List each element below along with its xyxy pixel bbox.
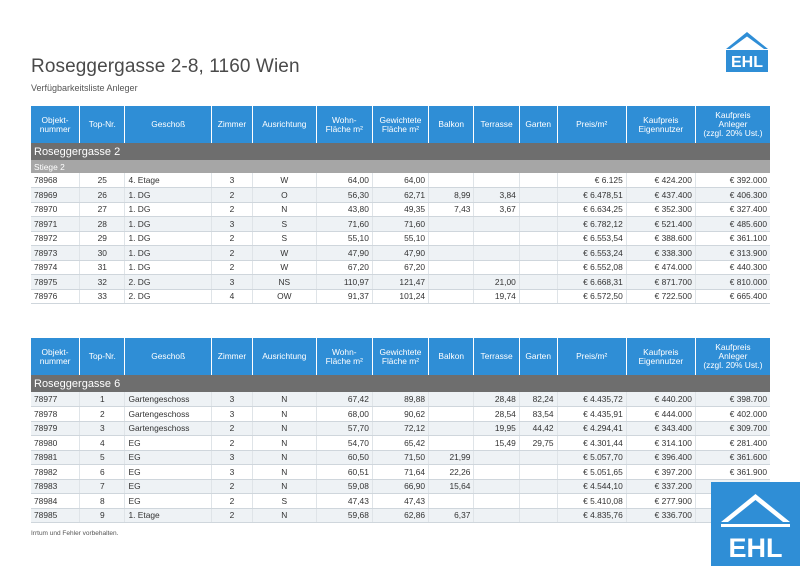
cell-ausrichtung: W (252, 173, 316, 188)
cell-top: 4 (80, 436, 125, 451)
cell-zimmer: 2 (211, 246, 252, 261)
cell-terrasse: 21,00 (474, 275, 519, 290)
cell-wohnflaeche: 110,97 (316, 275, 372, 290)
cell-geschoss: 1. DG (125, 246, 211, 261)
cell-balkon (429, 421, 474, 436)
footnote: Irrtum und Fehler vorbehalten. (31, 530, 119, 537)
cell-wohnflaeche: 55,10 (316, 231, 372, 246)
cell-preis: € 6.552,08 (557, 260, 626, 275)
cell-terrasse: 28,54 (474, 407, 519, 422)
table-row (31, 494, 770, 509)
cell-gewichtete: 47,43 (372, 494, 428, 509)
cell-balkon: 7,43 (429, 202, 474, 217)
cell-preis: € 6.634,25 (557, 202, 626, 217)
cell-wohnflaeche: 64,00 (316, 173, 372, 188)
cell-balkon: 15,64 (429, 479, 474, 494)
table-row (31, 450, 770, 465)
cell-preis: € 6.553,24 (557, 246, 626, 261)
table-row (31, 421, 770, 436)
cell-top: 3 (80, 421, 125, 436)
col-gewichtete: Gewichtete Fläche m² (372, 106, 428, 143)
col-zimmer: Zimmer (211, 338, 252, 375)
cell-kaufpreis-anleger: € 361.600 (695, 450, 770, 465)
cell-gewichtete: 72,12 (372, 421, 428, 436)
cell-ausrichtung: N (252, 508, 316, 523)
cell-objekt: 78980 (31, 436, 80, 451)
cell-zimmer: 3 (211, 392, 252, 407)
cell-top: 5 (80, 450, 125, 465)
cell-ausrichtung: N (252, 202, 316, 217)
col-zimmer: Zimmer (211, 106, 252, 143)
cell-garten: 83,54 (519, 407, 557, 422)
cell-geschoss: 4. Etage (125, 173, 211, 188)
cell-kaufpreis-eigennutzer: € 474.000 (626, 260, 695, 275)
cell-gewichtete: 62,71 (372, 188, 428, 203)
cell-kaufpreis-eigennutzer: € 343.400 (626, 421, 695, 436)
cell-gewichtete: 49,35 (372, 202, 428, 217)
table-row (31, 188, 770, 203)
cell-geschoss: 2. DG (125, 275, 211, 290)
cell-kaufpreis-eigennutzer: € 352.300 (626, 202, 695, 217)
cell-terrasse (474, 217, 519, 232)
cell-objekt: 78971 (31, 217, 80, 232)
col-geschoss: Geschoß (125, 338, 211, 375)
cell-top: 31 (80, 260, 125, 275)
col-ausrichtung: Ausrichtung (252, 106, 316, 143)
cell-ausrichtung: N (252, 392, 316, 407)
cell-preis: € 4.301,44 (557, 436, 626, 451)
cell-balkon (429, 260, 474, 275)
cell-terrasse: 19,95 (474, 421, 519, 436)
cell-zimmer: 3 (211, 217, 252, 232)
table-row (31, 217, 770, 232)
cell-terrasse (474, 479, 519, 494)
cell-balkon (429, 392, 474, 407)
table-row (31, 260, 770, 275)
table-header-row (31, 338, 770, 375)
cell-top: 9 (80, 508, 125, 523)
cell-zimmer: 3 (211, 450, 252, 465)
cell-balkon (429, 436, 474, 451)
cell-garten (519, 173, 557, 188)
cell-objekt: 78978 (31, 407, 80, 422)
cell-gewichtete: 71,50 (372, 450, 428, 465)
cell-balkon (429, 407, 474, 422)
cell-gewichtete: 47,90 (372, 246, 428, 261)
col-wohnflaeche: Wohn- Fläche m² (316, 106, 372, 143)
cell-kaufpreis-anleger: € 281.400 (695, 436, 770, 451)
cell-geschoss: EG (125, 465, 211, 480)
cell-garten (519, 260, 557, 275)
cell-ausrichtung: N (252, 407, 316, 422)
cell-wohnflaeche: 71,60 (316, 217, 372, 232)
cell-gewichtete: 55,10 (372, 231, 428, 246)
cell-geschoss: 1. Etage (125, 508, 211, 523)
col-objekt: Objekt- nummer (31, 338, 80, 375)
table-row (31, 231, 770, 246)
cell-terrasse: 3,67 (474, 202, 519, 217)
cell-terrasse (474, 465, 519, 480)
cell-gewichtete: 89,88 (372, 392, 428, 407)
cell-ausrichtung: O (252, 188, 316, 203)
cell-balkon (429, 289, 474, 304)
cell-balkon (429, 494, 474, 509)
cell-geschoss: EG (125, 479, 211, 494)
cell-zimmer: 2 (211, 260, 252, 275)
cell-objekt: 78968 (31, 173, 80, 188)
col-top: Top-Nr. (80, 338, 125, 375)
cell-terrasse (474, 450, 519, 465)
cell-objekt: 78970 (31, 202, 80, 217)
page-title: Roseggergasse 2-8, 1160 Wien (31, 56, 300, 77)
col-garten: Garten (519, 106, 557, 143)
cell-geschoss: 1. DG (125, 217, 211, 232)
table-row (31, 246, 770, 261)
cell-objekt: 78977 (31, 392, 80, 407)
table-row (31, 479, 770, 494)
cell-balkon (429, 246, 474, 261)
cell-objekt: 78974 (31, 260, 80, 275)
cell-gewichtete: 71,60 (372, 217, 428, 232)
stiege-row: Stiege 2 (31, 160, 770, 173)
cell-garten (519, 289, 557, 304)
col-kaufpreis-eigennutzer: Kaufpreis Eigennutzer (626, 106, 695, 143)
cell-objekt: 78982 (31, 465, 80, 480)
cell-objekt: 78975 (31, 275, 80, 290)
cell-kaufpreis-eigennutzer: € 337.200 (626, 479, 695, 494)
cell-terrasse: 19,74 (474, 289, 519, 304)
table-row (31, 508, 770, 523)
cell-wohnflaeche: 47,90 (316, 246, 372, 261)
cell-ausrichtung: W (252, 260, 316, 275)
cell-zimmer: 2 (211, 202, 252, 217)
cell-ausrichtung: S (252, 217, 316, 232)
col-ausrichtung: Ausrichtung (252, 338, 316, 375)
cell-preis: € 5.051,65 (557, 465, 626, 480)
cell-top: 8 (80, 494, 125, 509)
cell-geschoss: Gartengeschoss (125, 392, 211, 407)
cell-objekt: 78983 (31, 479, 80, 494)
cell-zimmer: 2 (211, 508, 252, 523)
cell-top: 25 (80, 173, 125, 188)
cell-ausrichtung: N (252, 436, 316, 451)
cell-gewichtete: 62,86 (372, 508, 428, 523)
cell-kaufpreis-eigennutzer: € 440.200 (626, 392, 695, 407)
cell-kaufpreis-eigennutzer: € 338.300 (626, 246, 695, 261)
col-top: Top-Nr. (80, 106, 125, 143)
cell-geschoss: 1. DG (125, 188, 211, 203)
cell-ausrichtung: S (252, 494, 316, 509)
cell-gewichtete: 64,00 (372, 173, 428, 188)
cell-objekt: 78985 (31, 508, 80, 523)
cell-wohnflaeche: 68,00 (316, 407, 372, 422)
cell-zimmer: 2 (211, 231, 252, 246)
cell-zimmer: 3 (211, 407, 252, 422)
cell-garten (519, 246, 557, 261)
col-garten: Garten (519, 338, 557, 375)
cell-preis: € 6.572,50 (557, 289, 626, 304)
cell-top: 1 (80, 392, 125, 407)
col-terrasse: Terrasse (474, 338, 519, 375)
logo-text: EHL (728, 533, 783, 563)
cell-top: 27 (80, 202, 125, 217)
cell-ausrichtung: OW (252, 289, 316, 304)
cell-top: 26 (80, 188, 125, 203)
table-header-row (31, 106, 770, 143)
col-wohnflaeche: Wohn- Fläche m² (316, 338, 372, 375)
cell-garten (519, 188, 557, 203)
cell-kaufpreis-eigennutzer: € 277.900 (626, 494, 695, 509)
cell-preis: € 5.410,08 (557, 494, 626, 509)
cell-terrasse (474, 231, 519, 246)
cell-kaufpreis-eigennutzer: € 314.100 (626, 436, 695, 451)
cell-terrasse: 15,49 (474, 436, 519, 451)
cell-zimmer: 2 (211, 479, 252, 494)
cell-ausrichtung: N (252, 465, 316, 480)
cell-preis: € 6.553,54 (557, 231, 626, 246)
cell-gewichtete: 65,42 (372, 436, 428, 451)
cell-zimmer: 4 (211, 289, 252, 304)
cell-top: 33 (80, 289, 125, 304)
table-row (31, 275, 770, 290)
project-row: Roseggergasse 2 (31, 143, 770, 160)
col-kaufpreis-anleger: Kaufpreis Anleger (zzgl. 20% Ust.) (695, 106, 770, 143)
col-gewichtete: Gewichtete Fläche m² (372, 338, 428, 375)
table-row (31, 173, 770, 188)
table-row (31, 202, 770, 217)
cell-wohnflaeche: 47,43 (316, 494, 372, 509)
cell-top: 29 (80, 231, 125, 246)
cell-objekt: 78973 (31, 246, 80, 261)
cell-preis: € 4.435,91 (557, 407, 626, 422)
cell-garten (519, 202, 557, 217)
table-row (31, 392, 770, 407)
ehl-logo-large (711, 482, 800, 566)
availability-table-1 (31, 106, 770, 304)
cell-balkon (429, 217, 474, 232)
cell-preis: € 4.294,41 (557, 421, 626, 436)
cell-geschoss: EG (125, 436, 211, 451)
cell-balkon (429, 173, 474, 188)
cell-ausrichtung: S (252, 231, 316, 246)
cell-garten (519, 275, 557, 290)
cell-wohnflaeche: 67,20 (316, 260, 372, 275)
cell-top: 28 (80, 217, 125, 232)
cell-kaufpreis-eigennutzer: € 871.700 (626, 275, 695, 290)
cell-kaufpreis-anleger: € 398.700 (695, 392, 770, 407)
cell-terrasse: 28,48 (474, 392, 519, 407)
cell-zimmer: 3 (211, 465, 252, 480)
cell-ausrichtung: N (252, 421, 316, 436)
cell-wohnflaeche: 60,50 (316, 450, 372, 465)
cell-kaufpreis-anleger: € 406.300 (695, 188, 770, 203)
cell-kaufpreis-anleger: € 313.900 (695, 246, 770, 261)
cell-gewichtete: 121,47 (372, 275, 428, 290)
cell-kaufpreis-eigennutzer: € 336.700 (626, 508, 695, 523)
cell-top: 6 (80, 465, 125, 480)
cell-geschoss: Gartengeschoss (125, 407, 211, 422)
cell-ausrichtung: W (252, 246, 316, 261)
cell-geschoss: Gartengeschoss (125, 421, 211, 436)
cell-zimmer: 3 (211, 275, 252, 290)
cell-objekt: 78972 (31, 231, 80, 246)
cell-gewichtete: 66,90 (372, 479, 428, 494)
cell-zimmer: 2 (211, 188, 252, 203)
cell-gewichtete: 67,20 (372, 260, 428, 275)
cell-wohnflaeche: 59,08 (316, 479, 372, 494)
cell-zimmer: 2 (211, 436, 252, 451)
cell-terrasse (474, 494, 519, 509)
cell-kaufpreis-anleger: € 392.000 (695, 173, 770, 188)
availability-table-2 (31, 338, 770, 523)
cell-balkon: 6,37 (429, 508, 474, 523)
logo-text: EHL (731, 54, 763, 71)
cell-balkon (429, 275, 474, 290)
cell-ausrichtung: N (252, 479, 316, 494)
cell-zimmer: 2 (211, 494, 252, 509)
table-row (31, 436, 770, 451)
cell-wohnflaeche: 60,51 (316, 465, 372, 480)
col-objekt: Objekt- nummer (31, 106, 80, 143)
cell-kaufpreis-anleger: € 665.400 (695, 289, 770, 304)
cell-wohnflaeche: 67,42 (316, 392, 372, 407)
cell-preis: € 4.835,76 (557, 508, 626, 523)
cell-kaufpreis-eigennutzer: € 396.400 (626, 450, 695, 465)
cell-preis: € 5.057,70 (557, 450, 626, 465)
table-row (31, 407, 770, 422)
cell-wohnflaeche: 91,37 (316, 289, 372, 304)
cell-zimmer: 3 (211, 173, 252, 188)
cell-garten (519, 450, 557, 465)
col-preis: Preis/m² (557, 338, 626, 375)
cell-ausrichtung: NS (252, 275, 316, 290)
cell-kaufpreis-eigennutzer: € 444.000 (626, 407, 695, 422)
cell-objekt: 78976 (31, 289, 80, 304)
cell-geschoss: EG (125, 450, 211, 465)
col-kaufpreis-eigennutzer: Kaufpreis Eigennutzer (626, 338, 695, 375)
cell-preis: € 4.544,10 (557, 479, 626, 494)
col-preis: Preis/m² (557, 106, 626, 143)
cell-top: 7 (80, 479, 125, 494)
cell-objekt: 78979 (31, 421, 80, 436)
cell-ausrichtung: N (252, 450, 316, 465)
cell-wohnflaeche: 57,70 (316, 421, 372, 436)
cell-kaufpreis-anleger: € 361.900 (695, 465, 770, 480)
cell-objekt: 78984 (31, 494, 80, 509)
cell-kaufpreis-eigennutzer: € 397.200 (626, 465, 695, 480)
cell-wohnflaeche: 54,70 (316, 436, 372, 451)
cell-kaufpreis-anleger: € 327.400 (695, 202, 770, 217)
cell-garten (519, 494, 557, 509)
cell-kaufpreis-eigennutzer: € 521.400 (626, 217, 695, 232)
cell-garten (519, 231, 557, 246)
cell-garten: 44,42 (519, 421, 557, 436)
cell-kaufpreis-anleger: € 485.600 (695, 217, 770, 232)
cell-objekt: 78969 (31, 188, 80, 203)
cell-wohnflaeche: 59,68 (316, 508, 372, 523)
col-balkon: Balkon (429, 338, 474, 375)
cell-balkon: 21,99 (429, 450, 474, 465)
cell-geschoss: EG (125, 494, 211, 509)
cell-garten: 29,75 (519, 436, 557, 451)
cell-terrasse (474, 508, 519, 523)
cell-geschoss: 1. DG (125, 231, 211, 246)
cell-geschoss: 1. DG (125, 202, 211, 217)
col-balkon: Balkon (429, 106, 474, 143)
cell-terrasse: 3,84 (474, 188, 519, 203)
cell-garten (519, 508, 557, 523)
ehl-logo (722, 28, 772, 74)
cell-kaufpreis-eigennutzer: € 437.400 (626, 188, 695, 203)
cell-kaufpreis-anleger: € 402.000 (695, 407, 770, 422)
cell-top: 2 (80, 407, 125, 422)
cell-balkon (429, 231, 474, 246)
cell-preis: € 6.125 (557, 173, 626, 188)
cell-top: 30 (80, 246, 125, 261)
cell-gewichtete: 101,24 (372, 289, 428, 304)
cell-top: 32 (80, 275, 125, 290)
cell-terrasse (474, 260, 519, 275)
cell-garten: 82,24 (519, 392, 557, 407)
col-kaufpreis-anleger: Kaufpreis Anleger (zzgl. 20% Ust.) (695, 338, 770, 375)
col-terrasse: Terrasse (474, 106, 519, 143)
cell-terrasse (474, 246, 519, 261)
table-row (31, 465, 770, 480)
project-row: Roseggergasse 6 (31, 375, 770, 392)
cell-objekt: 78981 (31, 450, 80, 465)
cell-balkon: 8,99 (429, 188, 474, 203)
cell-preis: € 6.478,51 (557, 188, 626, 203)
cell-geschoss: 2. DG (125, 289, 211, 304)
cell-garten (519, 479, 557, 494)
cell-terrasse (474, 173, 519, 188)
cell-kaufpreis-eigennutzer: € 722.500 (626, 289, 695, 304)
cell-wohnflaeche: 43,80 (316, 202, 372, 217)
cell-geschoss: 1. DG (125, 260, 211, 275)
cell-kaufpreis-anleger: € 440.300 (695, 260, 770, 275)
cell-balkon: 22,26 (429, 465, 474, 480)
cell-kaufpreis-anleger: € 309.700 (695, 421, 770, 436)
cell-wohnflaeche: 56,30 (316, 188, 372, 203)
cell-garten (519, 465, 557, 480)
table-row (31, 289, 770, 304)
cell-preis: € 6.668,31 (557, 275, 626, 290)
cell-kaufpreis-anleger: € 810.000 (695, 275, 770, 290)
cell-gewichtete: 90,62 (372, 407, 428, 422)
cell-preis: € 4.435,72 (557, 392, 626, 407)
col-geschoss: Geschoß (125, 106, 211, 143)
cell-kaufpreis-anleger: € 361.100 (695, 231, 770, 246)
cell-gewichtete: 71,64 (372, 465, 428, 480)
page-subtitle: Verfügbarkeitsliste Anleger (31, 83, 138, 93)
cell-kaufpreis-eigennutzer: € 424.200 (626, 173, 695, 188)
cell-preis: € 6.782,12 (557, 217, 626, 232)
cell-zimmer: 2 (211, 421, 252, 436)
cell-garten (519, 217, 557, 232)
cell-kaufpreis-eigennutzer: € 388.600 (626, 231, 695, 246)
